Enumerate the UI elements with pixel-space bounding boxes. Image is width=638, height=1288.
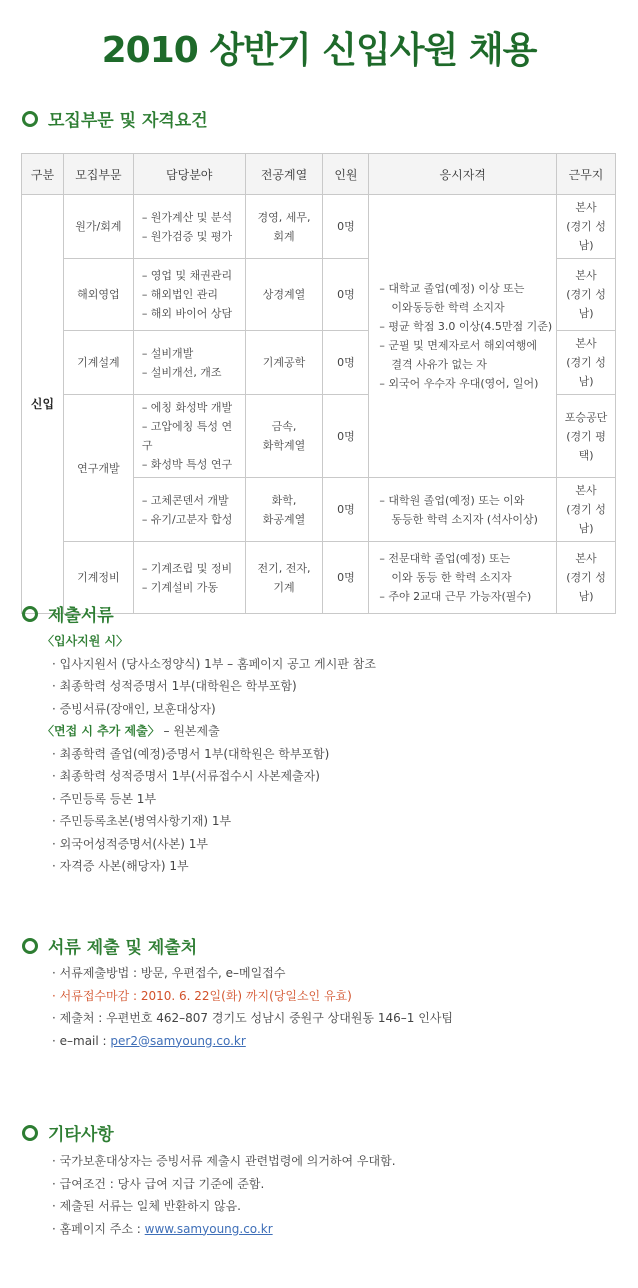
col-header: 모집부문 <box>63 154 133 195</box>
count-cell: 0명 <box>323 331 369 395</box>
homepage-item: · 홈페이지 주소 : www.samyoung.co.kr <box>52 1221 273 1236</box>
category-cell: 신입 <box>22 195 64 614</box>
circle-bullet-icon <box>22 111 38 127</box>
list-item: · 최종학력 졸업(예정)증명서 1부(대학원은 학부포함) <box>52 746 330 761</box>
list-item: · 증빙서류(장애인, 보훈대상자) <box>52 701 216 716</box>
count-cell: 0명 <box>323 259 369 331</box>
major-cell: 전기, 전자, 기계 <box>245 542 323 614</box>
list-item: · 급여조건 : 당사 급여 지급 기준에 준함. <box>52 1176 265 1191</box>
circle-bullet-icon <box>22 1125 38 1141</box>
place-cell: 포승공단 (경기 평택) <box>557 395 616 478</box>
major-cell: 경영, 세무, 회계 <box>245 195 323 259</box>
section-header-documents <box>22 601 114 626</box>
page-title: 2010 상반기 신입사원 채용 <box>101 30 537 71</box>
duty-cell: – 기계조립 및 정비 – 기계설비 가동 <box>133 542 245 614</box>
section-title: 서류 제출 및 제출처 <box>48 938 198 958</box>
documents-list <box>42 630 376 878</box>
table-header-row <box>22 154 616 195</box>
col-header: 구분 <box>22 154 64 195</box>
duty-cell: – 고체콘덴서 개발 – 유기/고분자 합성 <box>133 478 245 542</box>
duty-cell: – 설비개발 – 설비개선, 개조 <box>133 331 245 395</box>
count-cell: 0명 <box>323 542 369 614</box>
recruit-table <box>21 153 616 614</box>
dept-cell: 해외영업 <box>63 259 133 331</box>
qualification-cell: – 전문대학 졸업(예정) 또는 이와 동등 한 학력 소지자 – 주야 2교대 근무 가능자(필수) <box>369 542 557 614</box>
list-subheading-row <box>42 720 376 743</box>
list-item: · 제출처 : 우편번호 462–807 경기도 성남시 중원구 상대원동 146–1 인사팀 <box>52 1011 453 1025</box>
major-cell: 금속, 화학계열 <box>245 395 323 478</box>
section-title: 모집부문 및 자격요건 <box>48 111 208 131</box>
dept-cell: 기계정비 <box>63 542 133 614</box>
col-header: 담당분야 <box>133 154 245 195</box>
col-header: 전공계열 <box>245 154 323 195</box>
submission-list <box>46 962 453 1052</box>
place-cell: 본사 (경기 성남) <box>557 478 616 542</box>
section-title: 제출서류 <box>48 606 114 626</box>
duty-cell: – 영업 및 채권관리 – 해외법인 관리 – 해외 바이어 상담 <box>133 259 245 331</box>
circle-bullet-icon <box>22 938 38 954</box>
qualification-cell: – 대학교 졸업(예정) 이상 또는 이와동등한 학력 소지자 – 평균 학점 3.0 이상(4.5만점 기준) – 군필 및 면제자로서 해외여행에 결격 사유가 없는 자 – 외국어 우수자 우대(영어, 일어) <box>369 195 557 478</box>
place-cell: 본사 (경기 성남) <box>557 331 616 395</box>
list-subheading: 〈입사지원 시〉 <box>42 634 129 648</box>
count-cell: 0명 <box>323 478 369 542</box>
section-header-submission <box>22 933 197 958</box>
list-item: · 자격증 사본(해당자) 1부 <box>52 859 189 873</box>
list-item: · 주민등록초본(병역사항기재) 1부 <box>52 814 232 828</box>
duty-cell: – 에칭 화성박 개발 – 고압에칭 특성 연구 – 화성박 특성 연구 <box>133 395 245 478</box>
section-header-recruit <box>22 106 208 131</box>
section-header-etc <box>22 1120 114 1145</box>
list-subheading-note: – 원본제출 <box>159 724 220 738</box>
place-cell: 본사 (경기 성남) <box>557 542 616 614</box>
list-item: · 외국어성적증명서(사본) 1부 <box>52 836 208 851</box>
homepage-link[interactable]: www.samyoung.co.kr <box>144 1221 273 1236</box>
section-title: 기타사항 <box>48 1125 114 1145</box>
major-cell: 상경계열 <box>245 259 323 331</box>
count-cell: 0명 <box>323 395 369 478</box>
list-item: · 국가보훈대상자는 증빙서류 제출시 관련법령에 의거하여 우대함. <box>52 1154 396 1168</box>
major-cell: 기계공학 <box>245 331 323 395</box>
list-item: · 주민등록 등본 1부 <box>52 791 157 806</box>
list-item: · 제출된 서류는 일체 반환하지 않음. <box>52 1199 241 1213</box>
col-header: 근무지 <box>557 154 616 195</box>
etc-list <box>46 1150 396 1240</box>
place-cell: 본사 (경기 성남) <box>557 259 616 331</box>
email-item: · e–mail : per2@samyoung.co.kr <box>52 1033 246 1048</box>
circle-bullet-icon <box>22 606 38 622</box>
deadline-item: · 서류접수마감 : 2010. 6. 22일(화) 까지(당일소인 유효) <box>52 988 352 1003</box>
col-header: 인원 <box>323 154 369 195</box>
dept-cell: 연구개발 <box>63 395 133 542</box>
list-item: · 최종학력 성적증명서 1부(서류접수시 사본제출자) <box>52 769 320 783</box>
major-cell: 화학, 화공계열 <box>245 478 323 542</box>
list-item: · 최종학력 성적증명서 1부(대학원은 학부포함) <box>52 679 297 693</box>
email-link[interactable]: per2@samyoung.co.kr <box>110 1033 246 1048</box>
list-item: · 입사지원서 (당사소정양식) 1부 – 홈페이지 공고 게시판 참조 <box>52 656 376 671</box>
list-subheading: 〈면접 시 추가 제출〉 <box>42 724 160 738</box>
list-item: · 서류제출방법 : 방문, 우편접수, e–메일접수 <box>52 966 286 980</box>
place-cell: 본사 (경기 성남) <box>557 195 616 259</box>
dept-cell: 기계설계 <box>63 331 133 395</box>
table-row <box>22 195 616 259</box>
col-header: 응시자격 <box>369 154 557 195</box>
dept-cell: 원가/회계 <box>63 195 133 259</box>
duty-cell: – 원가계산 및 분석 – 원가검증 및 평가 <box>133 195 245 259</box>
count-cell: 0명 <box>323 195 369 259</box>
qualification-cell: – 대학원 졸업(예정) 또는 이와 동등한 학력 소지자 (석사이상) <box>369 478 557 542</box>
